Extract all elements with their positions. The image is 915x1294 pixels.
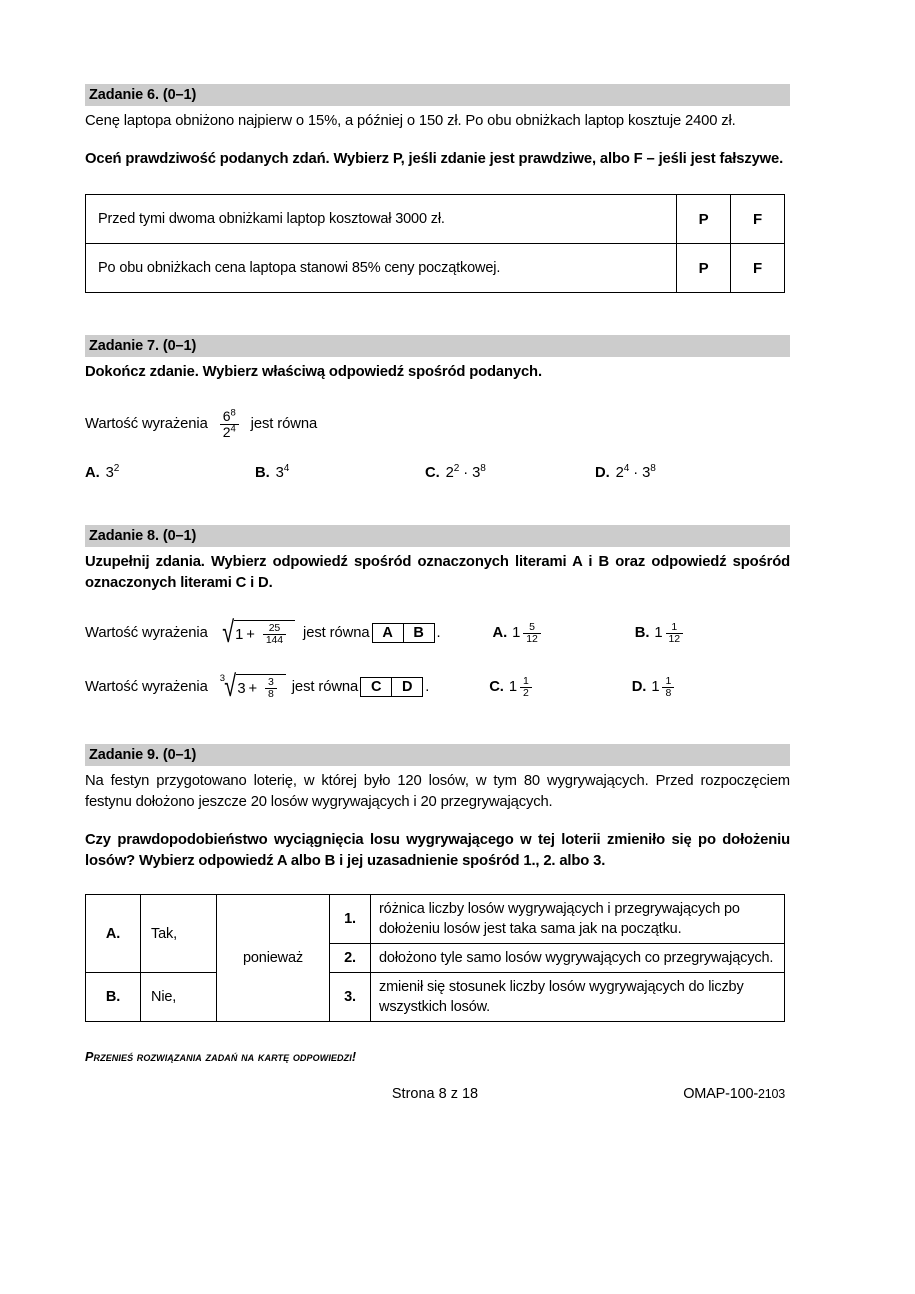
table-row bbox=[86, 195, 785, 244]
option-label: B. bbox=[634, 625, 650, 642]
answer-letter-a[interactable]: A. bbox=[86, 895, 141, 973]
answer-letter-b[interactable]: B. bbox=[86, 973, 141, 1022]
option-label: D. bbox=[631, 679, 647, 696]
mixed-number: 1 $\frac{1}{8}$ bbox=[651, 676, 674, 699]
task-7-instruction: Dokończ zdanie. Wybierz właściwą odpowiedź spośród podanych. bbox=[85, 364, 542, 380]
expression-stem-before: Wartość wyrażenia bbox=[85, 416, 208, 433]
option-label: C. bbox=[489, 679, 504, 696]
reason-text-3[interactable]: zmienił się stosunek liczby losów wygrywających do liczby wszystkich losów. bbox=[371, 973, 785, 1022]
reason-number-2[interactable]: 2. bbox=[330, 944, 371, 973]
option-true[interactable]: P bbox=[677, 195, 731, 244]
answer-box-ab[interactable] bbox=[372, 623, 435, 643]
statement-cell: Przed tymi dwoma obniżkami laptop kosztował 3000 zł. bbox=[86, 195, 677, 244]
reason-number-1[interactable]: 1. bbox=[330, 895, 371, 944]
option-c[interactable] bbox=[425, 465, 595, 481]
radicand: 3 + $\frac{3}{8}$ bbox=[236, 674, 285, 700]
connector-poniewaz: ponieważ bbox=[217, 895, 330, 1022]
option-b[interactable] bbox=[635, 622, 683, 645]
task-8-line-1 bbox=[85, 616, 790, 650]
radical-sign-icon: √ bbox=[224, 670, 237, 704]
mixed-number: 1 $\frac{1}{12}$ bbox=[654, 622, 683, 645]
fraction-25-over-144: $\frac{25}{144}$ bbox=[263, 623, 286, 646]
fraction-denominator: $2^4$ bbox=[220, 424, 239, 440]
task-7-options bbox=[85, 465, 790, 481]
table-row bbox=[86, 973, 785, 1022]
page-number: Strona 8 z 18 bbox=[391, 1086, 479, 1103]
answer-text-a[interactable]: Tak, bbox=[141, 895, 217, 973]
option-a[interactable] bbox=[493, 622, 541, 645]
option-label: D. bbox=[595, 465, 610, 482]
reason-number-3[interactable]: 3. bbox=[330, 973, 371, 1022]
task-6-intro: Cenę laptopa obniżono najpierw o 15%, a później o 150 zł. Po obu obniżkach laptop kosztuje 2400 zł. bbox=[85, 113, 736, 129]
option-value: $3^4$ bbox=[275, 463, 290, 482]
document-code: OMAP-100-2103 bbox=[683, 1086, 785, 1103]
answer-box-c[interactable]: C bbox=[371, 679, 382, 696]
fraction-6pow8-over-2pow4 bbox=[220, 409, 239, 439]
option-d[interactable] bbox=[595, 465, 656, 481]
option-true[interactable]: P bbox=[677, 244, 731, 293]
expression-stem-before: Wartość wyrażenia bbox=[85, 625, 208, 642]
task-8-line-2 bbox=[85, 670, 790, 704]
expression-stem-after: jest równa bbox=[291, 679, 359, 696]
reason-text-1[interactable]: różnica liczby losów wygrywających i przegrywających po dołożeniu losów jest taka sama jak na początku. bbox=[371, 895, 785, 944]
option-d[interactable] bbox=[632, 676, 675, 699]
radical-sign-icon: √ bbox=[222, 616, 234, 650]
expression-stem-after: jest równa bbox=[303, 625, 370, 642]
option-label: A. bbox=[85, 465, 100, 482]
option-value: $3^2$ bbox=[105, 463, 120, 482]
period: . bbox=[436, 625, 441, 642]
option-value: $2^2 \cdot 3^8$ bbox=[445, 463, 486, 482]
table-row bbox=[86, 895, 785, 944]
task-8-instruction: Uzupełnij zdania. Wybierz odpowiedź spośród oznaczonych literami A i B oraz odpowiedź spośród oznaczonych literami C i D. bbox=[85, 554, 790, 592]
statement-cell: Po obu obniżkach cena laptopa stanowi 85% ceny początkowej. bbox=[86, 244, 677, 293]
reason-text-2[interactable]: dołożono tyle samo losów wygrywających co przegrywających. bbox=[371, 944, 785, 973]
task-8-header: Zadanie 8. (0–1) bbox=[85, 525, 790, 547]
page-footer bbox=[85, 1086, 785, 1102]
option-a[interactable] bbox=[85, 465, 255, 481]
option-value: $2^4 \cdot 3^8$ bbox=[615, 463, 656, 482]
answer-box-d[interactable]: D bbox=[391, 678, 422, 696]
task-6-truefalse-table bbox=[85, 194, 785, 293]
option-c[interactable] bbox=[489, 676, 532, 699]
task-6-instruction: Oceń prawdziwość podanych zdań. Wybierz P, jeśli zdanie jest prawdziwe, albo F – jeśli jest fałszywe. bbox=[85, 151, 784, 167]
exam-page bbox=[85, 0, 790, 1294]
square-root-expression bbox=[220, 616, 295, 650]
option-false[interactable]: F bbox=[731, 195, 785, 244]
table-row bbox=[86, 244, 785, 293]
task-6-header: Zadanie 6. (0–1) bbox=[85, 84, 790, 106]
expression-stem-before: Wartość wyrażenia bbox=[85, 679, 208, 696]
task-7-header: Zadanie 7. (0–1) bbox=[85, 335, 790, 357]
answer-box-b[interactable]: B bbox=[403, 624, 434, 642]
answer-box-a[interactable]: A bbox=[382, 625, 393, 642]
option-b[interactable] bbox=[255, 465, 425, 481]
task-7-expression-row bbox=[85, 409, 790, 439]
radical-index: 3 bbox=[219, 673, 225, 685]
mixed-number: 1 $\frac{5}{12}$ bbox=[512, 622, 541, 645]
option-label: C. bbox=[425, 465, 440, 482]
answer-box-cd[interactable] bbox=[360, 677, 423, 697]
mixed-number: 1 $\frac{1}{2}$ bbox=[509, 676, 532, 699]
option-label: A. bbox=[492, 625, 508, 642]
transfer-answers-notice: Przenieś rozwiązania zadań na kartę odpowiedzi! bbox=[85, 1050, 357, 1065]
option-false[interactable]: F bbox=[731, 244, 785, 293]
task-9-instruction: Czy prawdopodobieństwo wyciągnięcia losu wygrywającego w tej loterii zmieniło się po dołożeniu losów? Wybierz odpowiedź A albo B i jej uzasadnienie spośród 1., 2. albo 3. bbox=[85, 832, 790, 870]
cube-root-expression bbox=[219, 670, 286, 704]
period: . bbox=[425, 679, 430, 696]
fraction-3-over-8: $\frac{3}{8}$ bbox=[265, 677, 277, 700]
task-9-answer-table bbox=[85, 894, 785, 1022]
answer-text-b[interactable]: Nie, bbox=[141, 973, 217, 1022]
fraction-numerator: $6^8$ bbox=[222, 407, 236, 424]
task-9-intro: Na festyn przygotowano loterię, w której było 120 losów, w tym 80 wygrywających. Przed rozpoczęciem festynu dołożono jeszcze 20 losów wygrywających i 20 przegrywających. bbox=[85, 773, 790, 811]
expression-stem-after: jest równa bbox=[250, 416, 318, 433]
radicand: 1 + $\frac{25}{144}$ bbox=[234, 620, 295, 646]
task-9-header: Zadanie 9. (0–1) bbox=[85, 744, 790, 766]
option-label: B. bbox=[255, 465, 270, 482]
